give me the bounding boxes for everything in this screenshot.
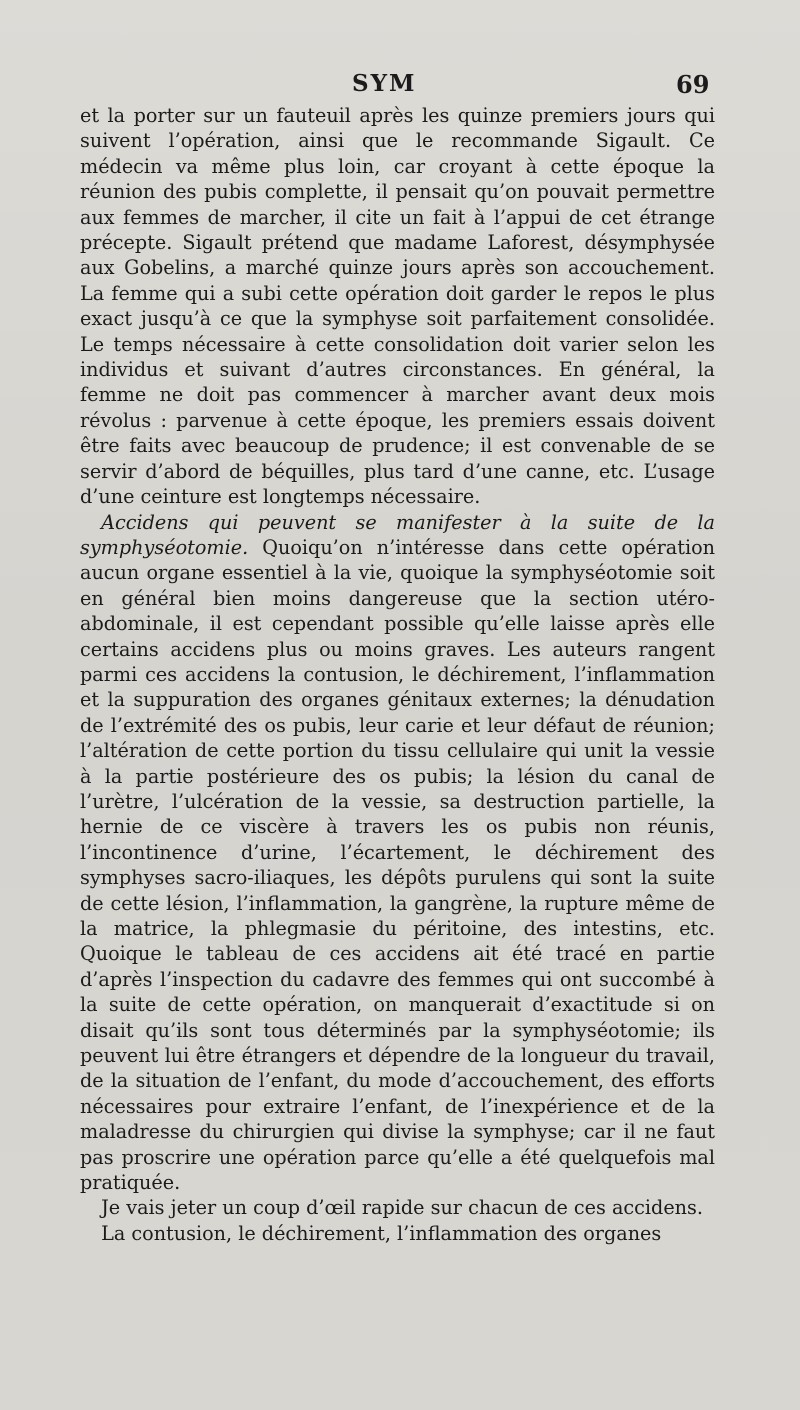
paragraph-accidents: [80, 510, 715, 1196]
paragraph-continuation: et la porter sur un fauteuil après les quinze premiers jours qui suivent l’opération, ainsi que le recommande Sigault. Ce médecin va même plus loin, car croyant à cette époque la réunion des pubis complette, il pensait qu’on pouvait permettre aux femmes de marcher, il cite un fait à l’appui de cet étrange précepte. Sigault prétend que madame Laforest, désymphysée aux Gobelins, a marché quinze jours après son accouchement. La femme qui a subi cette opération doit garder le repos le plus exact jusqu’à ce que la symphyse soit parfaitement consolidée. Le temps nécessaire à cette consolidation doit varier selon les individus et suivant d’autres circonstances. En général, la femme ne doit pas commencer à marcher avant deux mois révolus : parvenue à cette époque, les premiers essais doivent être faits avec beaucoup de prudence; il est convenable de se servir d’abord de béquilles, plus tard d’une canne, etc. L’usage d’une ceinture est longtemps nécessaire.: [80, 104, 715, 509]
paragraph-accidents-body: Quoiqu’on n’intéresse dans cette opération aucun organe essentiel à la vie, quoique la symphyséotomie soit en général bien moins dangereuse que la section utéro-abdominale, il est cependant possible qu’elle laisse après elle certains accidens plus ou moins graves. Les auteurs rangent parmi ces accidens la contusion, le déchirement, l’inflammation et la suppuration des organes génitaux externes; la dénudation de l’extrémité des os pubis, leur carie et leur défaut de réunion; l’altération de cette portion du tissu cellulaire qui unit la vessie à la partie postérieure des os pubis; la lésion du canal de l’urètre, l’ulcération de la vessie, sa destruction partielle, la hernie de ce viscère à travers les os pubis non réunis, l’incontinence d’urine, l’écartement, le déchirement des symphyses sacro-iliaques, les dépôts purulens qui sont la suite de cette lésion, l’inflammation, la gangrène, la rupture même de la matrice, la phlegmasie du péritoine, des intestins, etc. Quoique le tableau de ces accidens ait été tracé en partie d’après l’inspection du cadavre des femmes qui ont succombé à la suite de cette opération, on manquerait d’exactitude si on disait qu’ils sont tous déterminés par la symphyséotomie; ils peuvent lui être étrangers et dépendre de la longueur du travail, de la situation de l’enfant, du mode d’accouchement, des efforts nécessaires pour extraire l’enfant, de l’inexpérience et de la maladresse du chirurgien qui divise la symphyse; car il ne faut pas proscrire une opération parce qu’elle a été quelquefois mal pratiquée.: [80, 535, 715, 1195]
running-head: [0, 70, 800, 104]
paragraph-overview: Je vais jeter un coup d’œil rapide sur chacun de ces accidens.: [101, 1196, 703, 1220]
paragraph-contusion: La contusion, le déchirement, l’inflammation des organes: [101, 1221, 662, 1245]
section-heading-italic: Accidens qui peuvent se manifester à la suite de la symphyséotomie.: [80, 510, 715, 559]
page-number: 69: [676, 70, 710, 99]
body-text: [80, 103, 715, 1246]
running-head-title: SYM: [352, 70, 417, 97]
